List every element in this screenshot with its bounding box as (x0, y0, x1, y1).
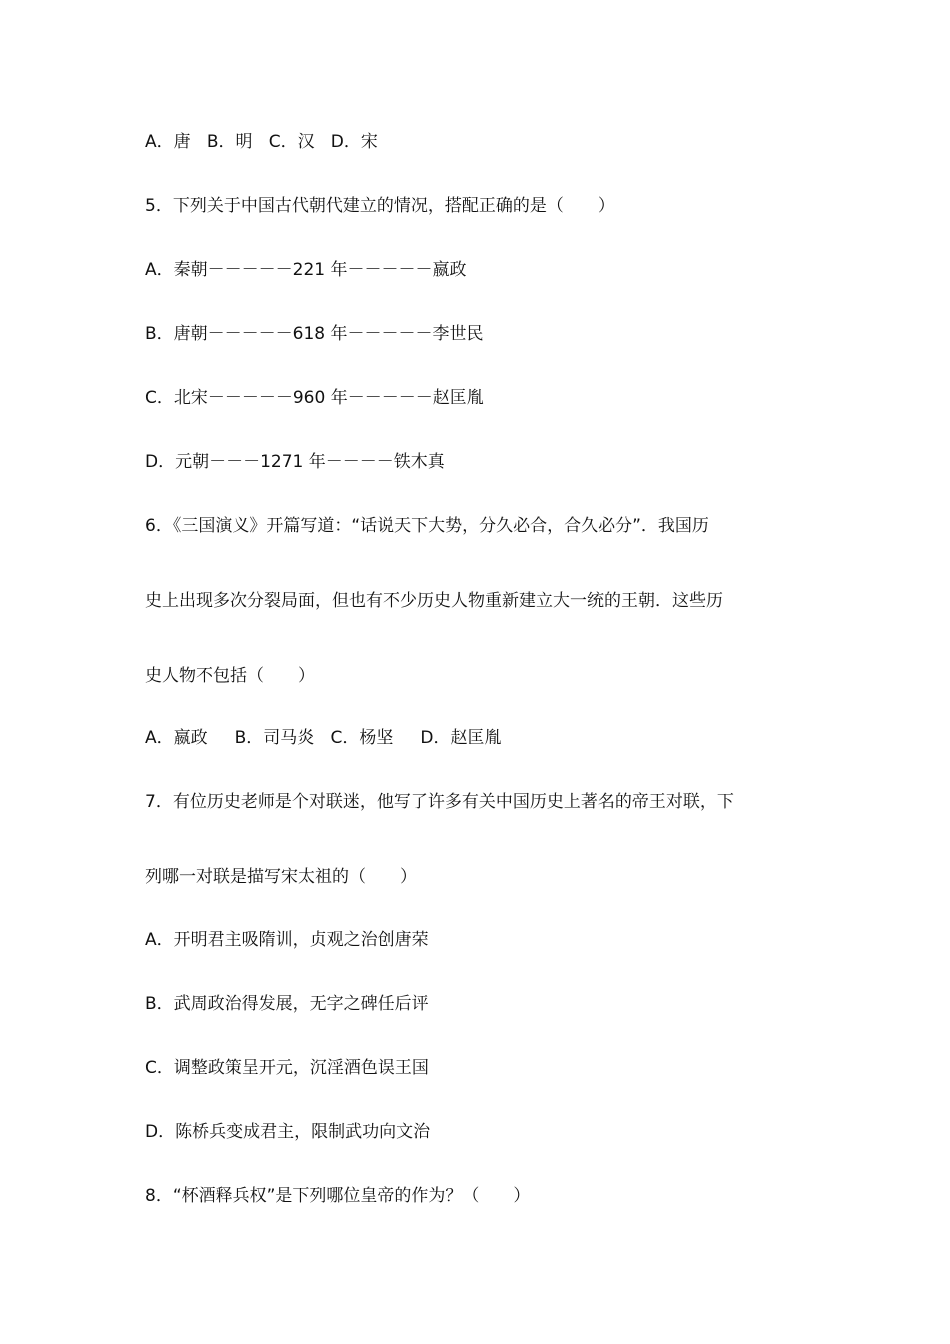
q5-option-a: A．秦朝－－－－－221 年－－－－－嬴政 (145, 260, 467, 280)
q5-option-b: B．唐朝－－－－－618 年－－－－－李世民 (145, 324, 484, 344)
q7-option-c: C．调整政策呈开元，沉淫酒色误王国 (145, 1058, 429, 1078)
q6-options: A．嬴政 B．司马炎 C．杨坚 D．赵匡胤 (145, 728, 502, 748)
q7-stem-line1: 7．有位历史老师是个对联迷，他写了许多有关中国历史上著名的帝王对联，下 (145, 792, 734, 812)
q7-option-d: D．陈桥兵变成君主，限制武功向文治 (145, 1122, 431, 1142)
q6-stem-line2: 史上出现多次分裂局面，但也有不少历史人物重新建立大一统的王朝．这些历 (145, 591, 723, 611)
q7-stem-line2: 列哪一对联是描写宋太祖的（ ） (145, 867, 417, 887)
q4-options: A．唐 B．明 C．汉 D．宋 (145, 132, 378, 152)
q7-option-a: A．开明君主吸隋训，贞观之治创唐荣 (145, 930, 429, 950)
q6-stem-line3: 史人物不包括（ ） (145, 666, 315, 686)
q5-option-d: D．元朝－－－1271 年－－－－铁木真 (145, 452, 445, 472)
q6-stem-line1: 6．《三国演义》开篇写道：“话说天下大势，分久必合，合久必分”．我国历 (145, 516, 709, 536)
q5-stem: 5．下列关于中国古代朝代建立的情况，搭配正确的是（ ） (145, 196, 615, 216)
q7-option-b: B．武周政治得发展，无字之碑任后评 (145, 994, 429, 1014)
q5-option-c: C．北宋－－－－－960 年－－－－－赵匡胤 (145, 388, 484, 408)
q8-stem: 8．“杯酒释兵权”是下列哪位皇帝的作为？（ ） (145, 1186, 531, 1206)
